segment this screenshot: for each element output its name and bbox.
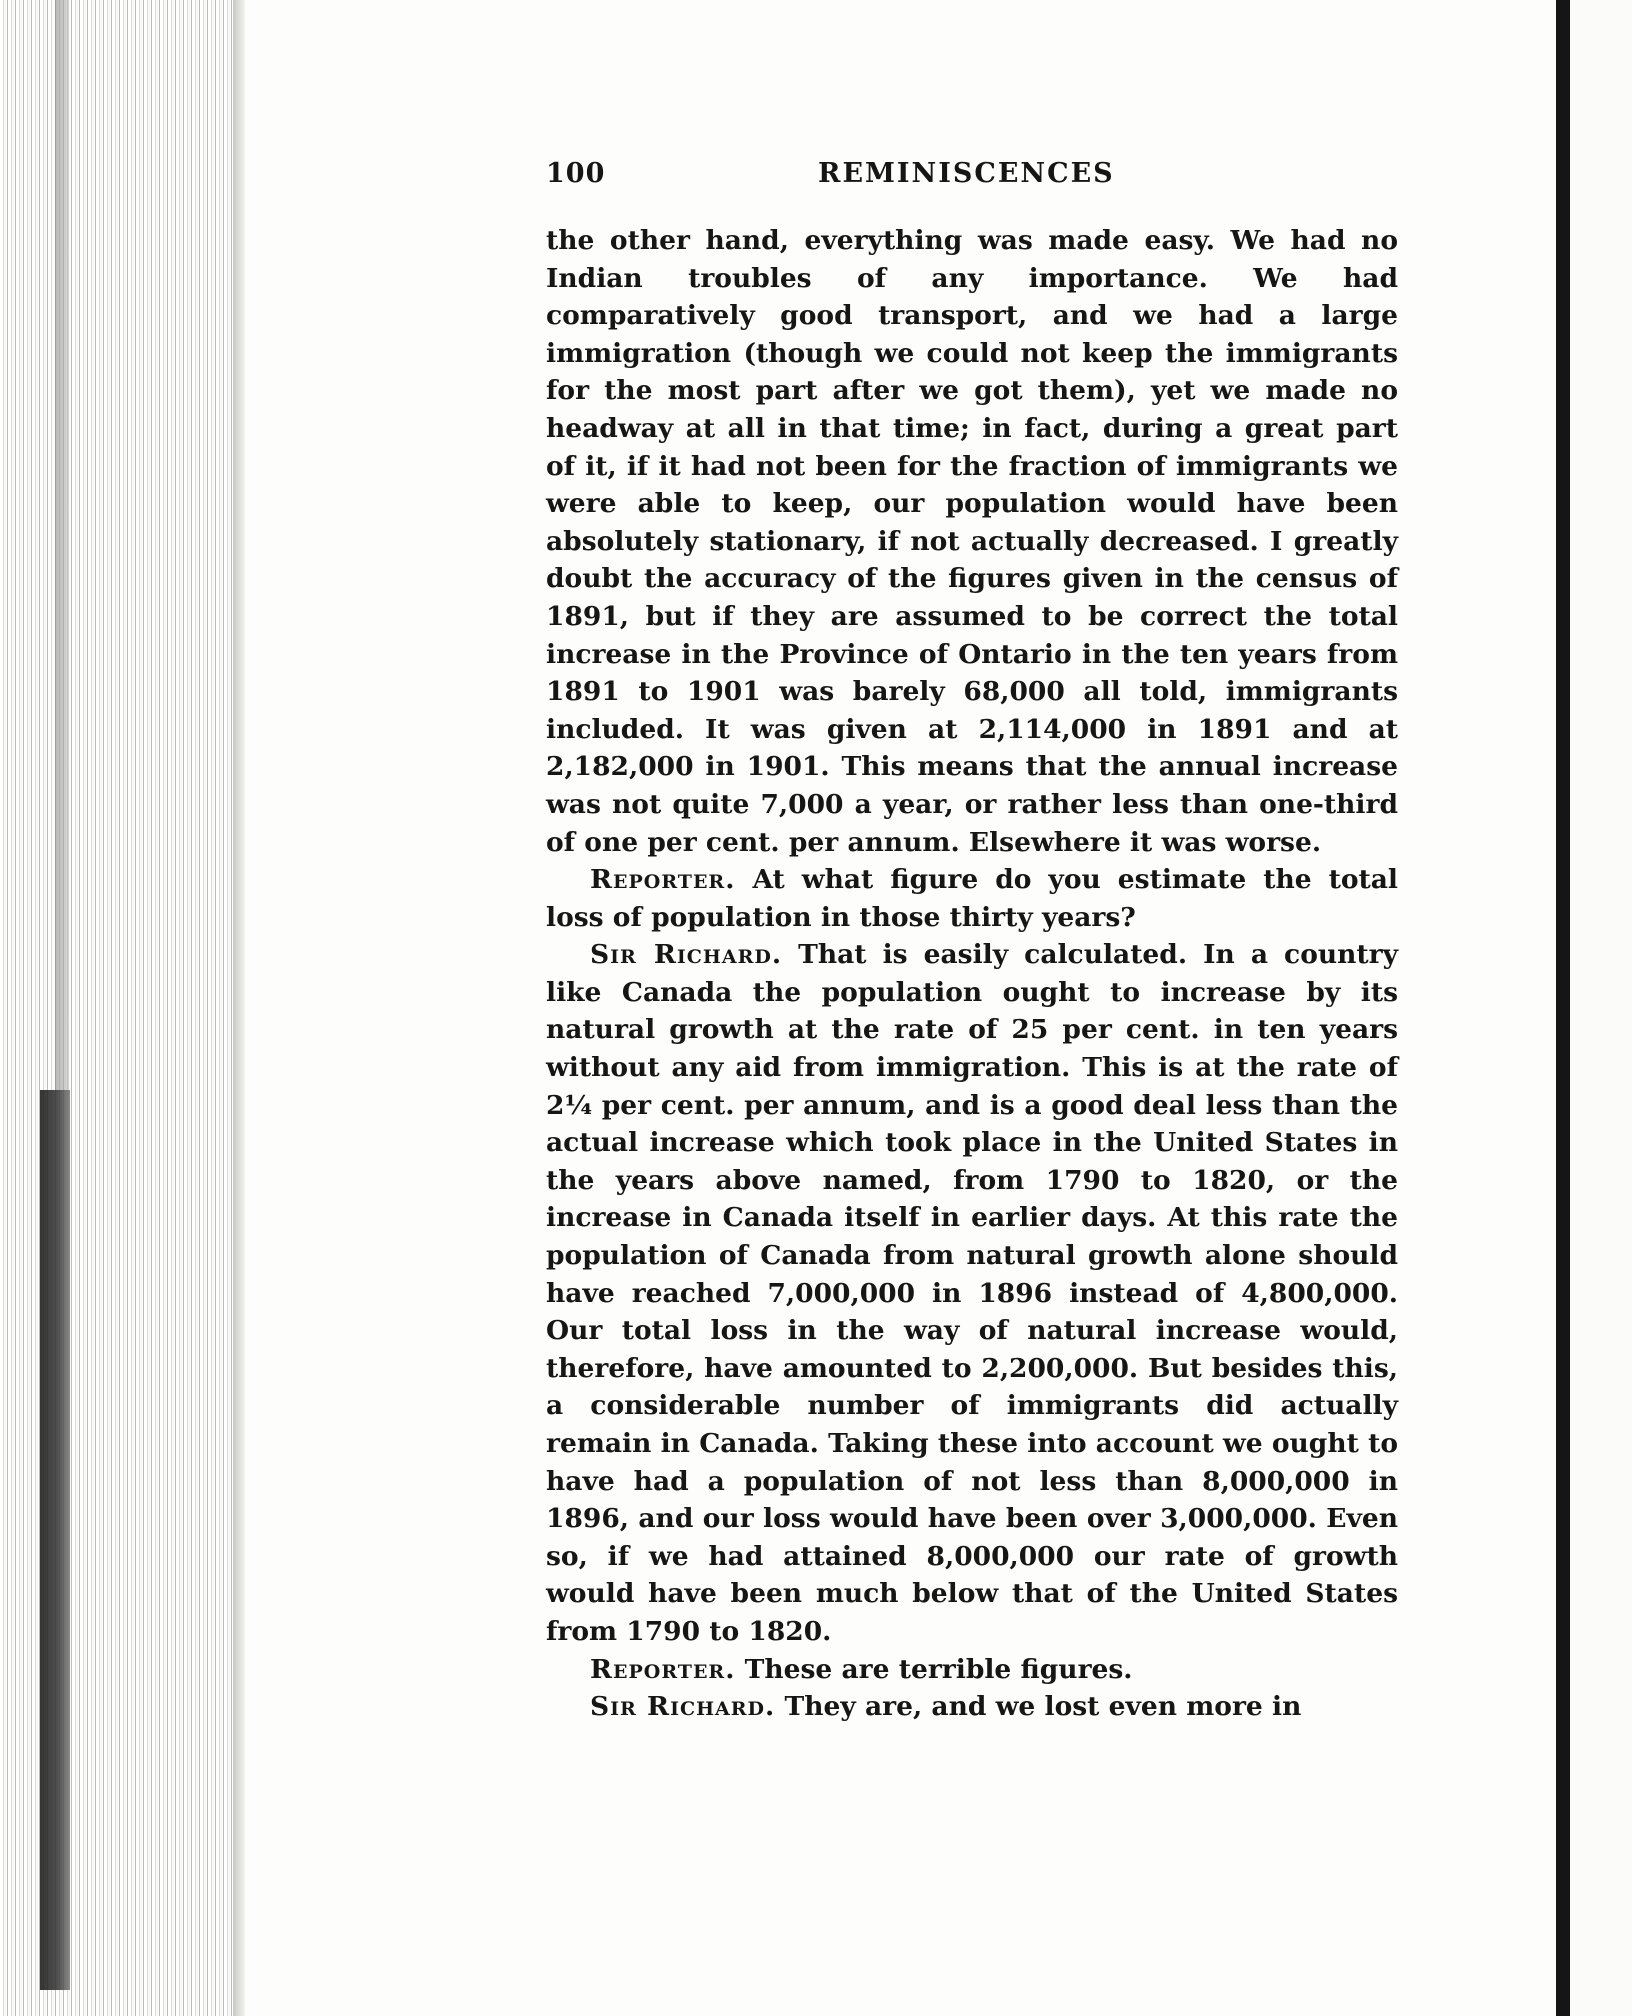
running-title: REMINISCENCES bbox=[818, 158, 1115, 189]
paragraph-text: They are, and we lost even more in bbox=[775, 1691, 1302, 1723]
page-right-edge bbox=[1556, 0, 1570, 2016]
binding-shadow-upper bbox=[55, 0, 69, 1090]
paragraph-reporter-remark bbox=[546, 1651, 1398, 1689]
page-number: 100 bbox=[546, 158, 606, 189]
paragraph-reporter-question bbox=[546, 861, 1398, 936]
paragraph-text: the other hand, everything was made easy. We had no Indian troubles of any importance. We had comparatively good transport, and we had a large immigration (though we could not keep the immigrants for the most part after we got them), yet we made no headway at all in that time; in fact, during a great part of it, if it had not been for the fraction of immigrants we were able to keep, our population would have been absolutely stationary, if not actually decreased. I greatly doubt the accuracy of the figures given in the census of 1891, but if they are assumed to be correct the total increase in the Province of Ontario in the ten years from 1891 to 1901 was barely 68,000 all told, immigrants included. It was given at 2,114,000 in 1891 and at 2,182,000 in 1901. This means that the annual increase was not quite 7,000 a year, or rather less than one-third of one per cent. per annum. Elsewhere it was worse. bbox=[546, 225, 1398, 858]
speaker-label: Sir Richard. bbox=[590, 939, 783, 971]
paragraph-sir-richard-reply bbox=[546, 1688, 1398, 1726]
paragraph-sir-richard-answer bbox=[546, 936, 1398, 1650]
speaker-label: Sir Richard. bbox=[590, 1691, 776, 1723]
body-text bbox=[546, 222, 1398, 1726]
paragraph-continuation bbox=[546, 222, 1398, 861]
page-header bbox=[546, 158, 1398, 198]
paragraph-text: That is easily calculated. In a country like Canada the population ought to increase by its natural growth at the rate of 25 per cent. in ten years without any aid from immigration. This is at the rate of 2¼ per cent. per annum, and is a good deal less than the actual increase which took place in the United States in the years above named, from 1790 to 1820, or the increase in Canada itself in earlier days. At this rate the population of Canada from natural growth alone should have reached 7,000,000 in 1896 instead of 4,800,000. Our total loss in the way of natural increase would, therefore, have amounted to 2,200,000. But besides this, a considerable number of immigrants did actually remain in Canada. Taking these into account we ought to have had a population of not less than 8,000,000 in 1896, and our loss would have been over 3,000,000. Even so, if we had attained 8,000,000 our rate of growth would have been much below that of the United States from 1790 to 1820. bbox=[546, 939, 1398, 1647]
paragraph-text: These are terrible figures. bbox=[735, 1653, 1133, 1685]
speaker-label: Reporter. bbox=[590, 864, 736, 896]
book-page-edges bbox=[0, 0, 245, 2016]
paragraph-text: At what figure do you estimate the total loss of population in those thirty years? bbox=[546, 864, 1398, 933]
binding-shadow bbox=[40, 1090, 70, 1990]
speaker-label: Reporter. bbox=[590, 1653, 736, 1685]
facing-page-margin bbox=[1570, 0, 1632, 2016]
